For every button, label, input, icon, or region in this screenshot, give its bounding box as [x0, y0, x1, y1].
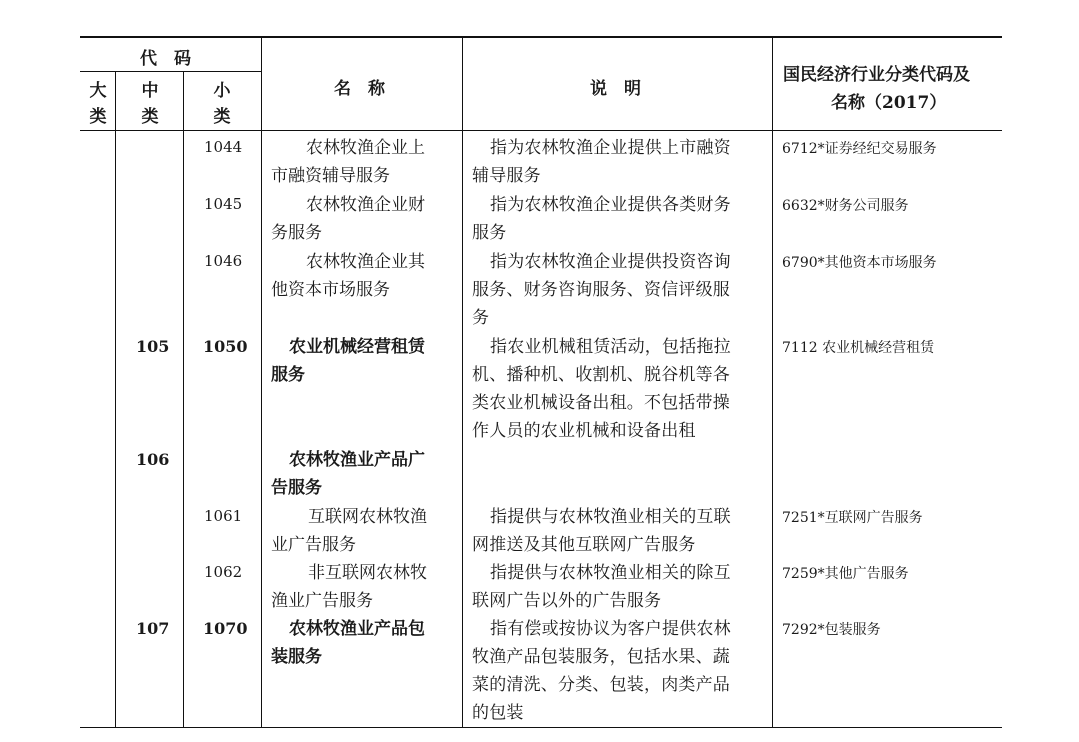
- table-row-1044-desc-1: 指为农林牧渔企业提供上市融资: [490, 138, 731, 158]
- table-row-1070-small: 1070: [203, 619, 248, 638]
- header-xiao: [212, 78, 232, 130]
- table-row-1070-name-1: 农林牧渔业产品包: [289, 619, 425, 639]
- table-row-1044-gb: 6712*证券经纪交易服务: [782, 141, 937, 157]
- header-desc: 说 明: [590, 79, 641, 99]
- table-row-106-name-2: 告服务: [271, 478, 322, 498]
- table-row-1045-name-1: 农林牧渔企业财: [306, 195, 425, 215]
- table-row-1050-desc-2: 机、播种机、收割机、脱谷机等各: [472, 365, 730, 385]
- table-row-1046-desc-1: 指为农林牧渔企业提供投资咨询: [490, 252, 731, 272]
- col-divider-3: [261, 36, 262, 727]
- table-row-1062-name-2: 渔业广告服务: [271, 591, 373, 611]
- table-row-1050-name-1: 农业机械经营租赁: [289, 337, 425, 357]
- header-name: 名 称: [334, 79, 385, 99]
- table-row-1062-small: 1062: [204, 563, 243, 581]
- header-da: [88, 78, 108, 130]
- table-row-1061-small: 1061: [204, 507, 243, 525]
- table-row-1070-desc-2: 牧渔产品包装服务，包括水果、蔬: [472, 647, 730, 667]
- table-row-1046-small: 1046: [204, 252, 243, 270]
- table-row-1045-desc-1: 指为农林牧渔企业提供各类财务: [490, 195, 731, 215]
- table-row-1045-name-2: 务服务: [271, 223, 322, 243]
- table-row-1044-name-1: 农林牧渔企业上: [306, 138, 425, 158]
- table-row-1050-desc-3: 类农业机械设备出租。不包括带操: [472, 393, 730, 413]
- table-row-1061-name-2: 业广告服务: [271, 535, 356, 555]
- col-divider-1: [115, 71, 116, 727]
- table-row-1070-gb: 7292*包装服务: [782, 622, 881, 638]
- header-gb-line2: 名称（2017）: [831, 93, 947, 113]
- table-row-1045-gb: 6632*财务公司服务: [782, 198, 909, 214]
- table-row-1050-small: 1050: [203, 337, 248, 356]
- table-top-rule: [80, 36, 1002, 38]
- table-bottom-rule: [80, 727, 1002, 728]
- header-da-text: 大类: [89, 81, 107, 127]
- table-row-1050-desc-4: 作人员的农业机械和设备出租: [472, 421, 696, 441]
- table-row-1046-desc-3: 务: [472, 308, 490, 328]
- table-row-1062-gb: 7259*其他广告服务: [782, 566, 909, 582]
- table-row-1050-desc-1: 指农业机械租赁活动，包括拖拉: [490, 337, 731, 357]
- table-row-106-mid: 106: [136, 450, 170, 469]
- table-row-1044-name-2: 市融资辅导服务: [271, 166, 390, 186]
- table-row-1062-name-1: 非互联网农林牧: [308, 563, 427, 583]
- table-row-106-name-1: 农林牧渔业产品广: [289, 450, 425, 470]
- table-row-105-mid: 105: [136, 337, 170, 356]
- table-row-1046-desc-2: 服务、财务咨询服务、资信评级服: [472, 280, 730, 300]
- table-row-107-mid: 107: [136, 619, 170, 638]
- header-xiao-text: 小类: [213, 81, 231, 127]
- header-code: 代 码: [140, 49, 191, 69]
- table-row-1046-name-2: 他资本市场服务: [271, 280, 390, 300]
- table-row-1062-desc-1: 指提供与农林牧渔业相关的除互: [490, 563, 731, 583]
- table-row-1070-desc-3: 菜的清洗、分类、包装，肉类产品: [472, 675, 730, 695]
- table-row-1070-desc-1: 指有偿或按协议为客户提供农林: [490, 619, 731, 639]
- table-row-1050-name-2: 服务: [271, 365, 305, 385]
- table-row-1044-small: 1044: [204, 138, 243, 156]
- col-divider-4: [462, 36, 463, 727]
- table-row-1062-desc-2: 联网广告以外的广告服务: [472, 591, 662, 611]
- header-bottom-rule: [80, 130, 1002, 131]
- table-row-1070-name-2: 装服务: [271, 647, 322, 667]
- table-row-1044-desc-2: 辅导服务: [472, 166, 541, 186]
- table-row-1046-name-1: 农林牧渔企业其: [306, 252, 425, 272]
- table-row-1046-gb: 6790*其他资本市场服务: [782, 255, 937, 271]
- code-header-rule: [80, 71, 261, 72]
- table-row-1061-name-1: 互联网农林牧渔: [308, 507, 427, 527]
- col-divider-5: [772, 36, 773, 727]
- table-row-1070-desc-4: 的包装: [472, 703, 524, 723]
- table-row-1045-small: 1045: [204, 195, 243, 213]
- table-row-1061-gb: 7251*互联网广告服务: [782, 510, 923, 526]
- header-gb-line1: 国民经济行业分类代码及: [783, 65, 970, 85]
- header-zhong-text: 中类: [141, 81, 159, 127]
- col-divider-2: [183, 71, 184, 727]
- table-row-1061-desc-2: 网推送及其他互联网广告服务: [472, 535, 696, 555]
- table-row-1045-desc-2: 服务: [472, 223, 507, 243]
- header-zhong: [140, 78, 160, 130]
- table-row-1050-gb: 7112 农业机械经营租赁: [782, 340, 935, 356]
- table-row-1061-desc-1: 指提供与农林牧渔业相关的互联: [490, 507, 731, 527]
